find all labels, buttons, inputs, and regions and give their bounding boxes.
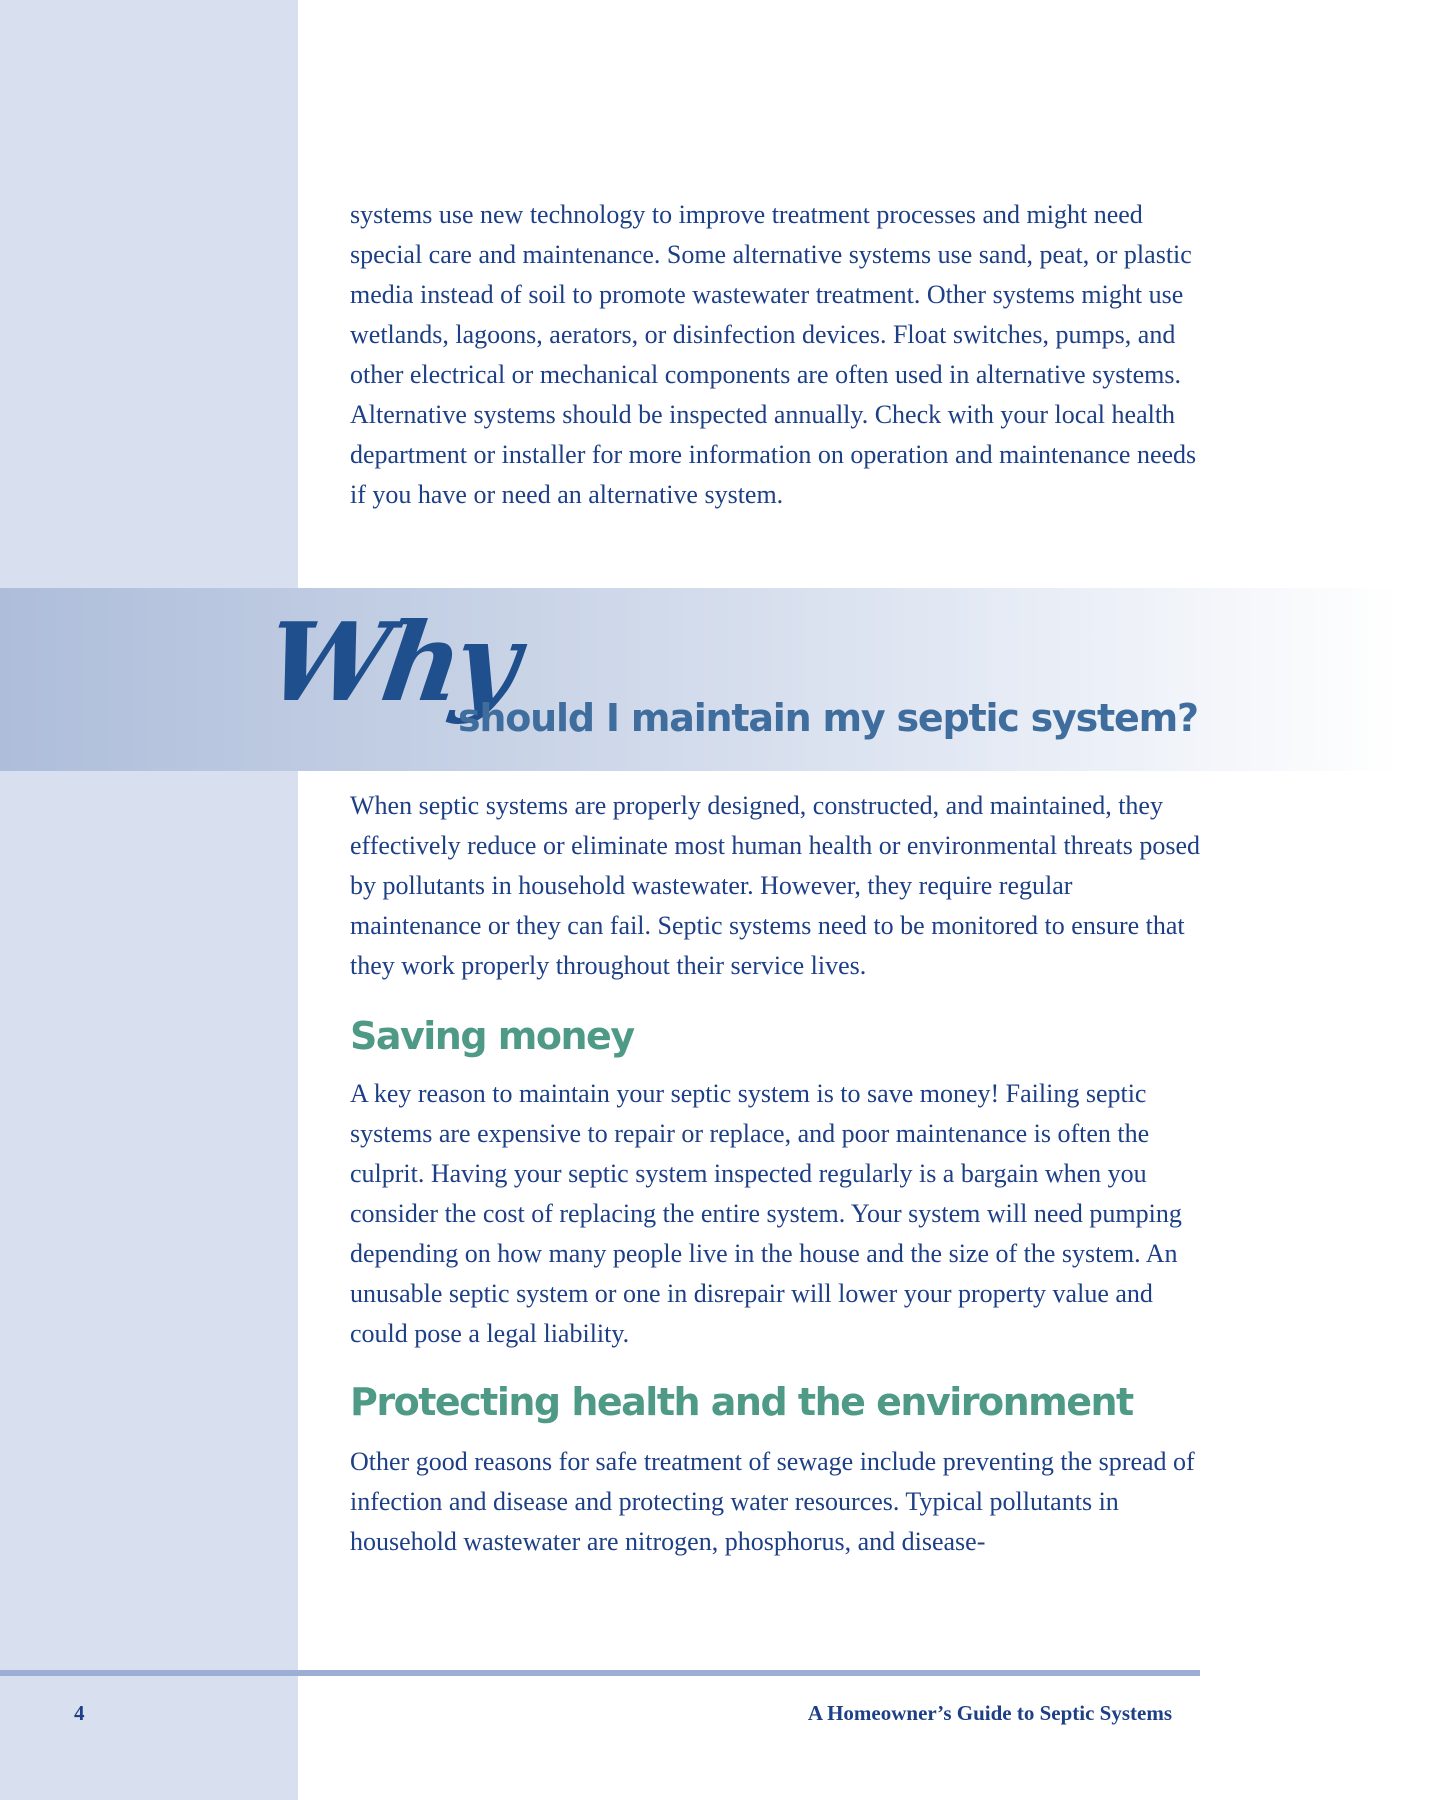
intro-continuation-paragraph: systems use new technology to improve treatment processes and might need special care and maintenance. Some alternative systems use sand, peat, or plastic media instead of soil to promote wastewater treatment. Other systems might use wetlands, lagoons, aerators, or disinfection devices. Float switches, pumps, and other electrical or mechanical components are often used in alternative systems. Alternative systems should be inspected annually. Check with your local health department or installer for more information on operation and maintenance needs if you have or need an alternative system.	[350, 200, 1197, 509]
section-intro-paragraph: When septic systems are properly designed, constructed, and maintained, they effectively reduce or eliminate most human health or environmental threats posed by pollutants in household wastewater. However, they require regular maintenance or they can fail. Septic systems need to be monitored to ensure that they work properly throughout their service lives.	[350, 791, 1201, 980]
section-title-emphasis: Why	[259, 600, 522, 726]
section-title-band	[0, 588, 1400, 771]
subheading-protecting-health: Protecting health and the environment	[350, 1380, 1133, 1424]
running-footer-title: A Homeowner’s Guide to Septic Systems	[807, 1701, 1172, 1725]
left-margin-band	[0, 0, 298, 1800]
section-title-rest: should I maintain my septic system?	[458, 696, 1198, 740]
page-number: 4	[74, 1701, 85, 1725]
footer-rule	[0, 1670, 1200, 1676]
saving-money-paragraph: A key reason to maintain your septic system is to save money! Failing septic systems are expensive to repair or replace, and poor maintenance is often the culprit. Having your septic system inspected regularly is a bargain when you consider the cost of replacing the entire system. Your system will need pumping depending on how many people live in the house and the size of the system. An unusable septic system or one in disrepair will lower your property value and could pose a legal liability.	[350, 1079, 1182, 1348]
subheading-saving-money: Saving money	[350, 1014, 634, 1058]
protecting-health-paragraph: Other good reasons for safe treatment of sewage include preventing the spread of infection and disease and protecting water resources. Typical pollutants in household wastewater are nitrogen, phosphorus, and disease-	[350, 1447, 1195, 1556]
